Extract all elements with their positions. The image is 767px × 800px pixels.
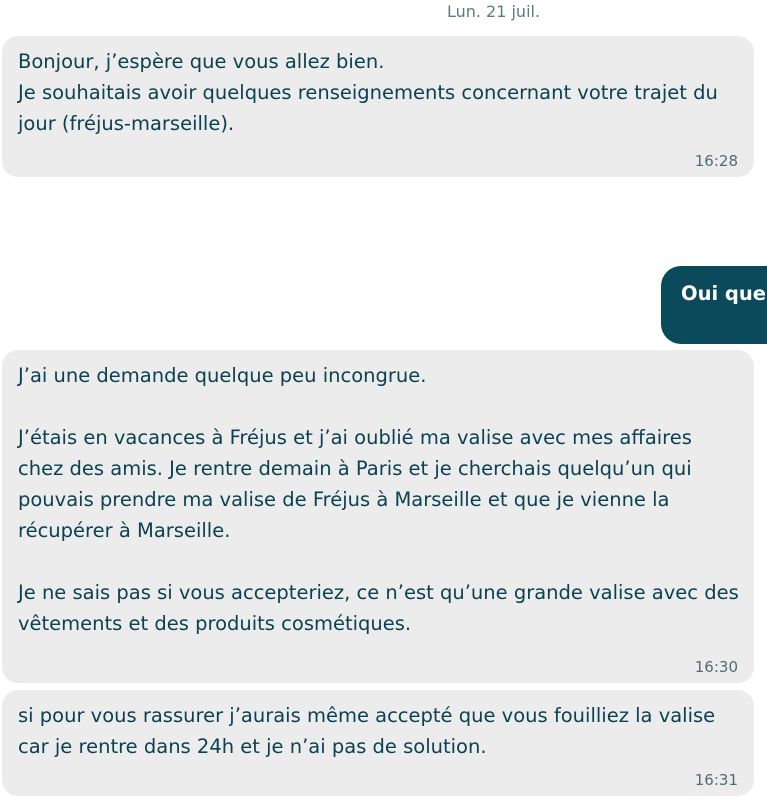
received-message-3 [2, 690, 754, 796]
sent-message [661, 266, 767, 344]
received-message-1 [2, 36, 754, 177]
message-text: si pour vous rassurer j’aurais même accepté que vous fouilliez la valise car je rentre dans 24h et je n’ai pas de solution. [18, 704, 722, 758]
message-text: Bonjour, j’espère que vous allez bien. Je souhaitais avoir quelques renseignements concernant votre trajet du jour (fréjus-marseille). [18, 50, 718, 135]
date-separator: Lun. 21 juil. [446, 2, 541, 21]
message-text: J’ai une demande quelque peu incongrue. J’étais en vacances à Fréjus et j’ai oublié ma valise avec mes affaires chez des amis. Je rentre demain à Paris et je cherchais quelqu’un qui pouvais prendre ma valise de Fréjus à Marseille et que je vienne la récupérer à Marseille. Je ne sais pas si vous accepteriez, ce n’est qu’une grande valise avec des vêtements et des produits cosmétiques. [18, 364, 739, 635]
sent-message-text: Oui que [681, 282, 766, 305]
message-time: 16:30 [694, 658, 738, 676]
message-time: 16:28 [694, 152, 738, 170]
message-time: 16:31 [694, 771, 738, 789]
received-message-2 [2, 350, 754, 683]
